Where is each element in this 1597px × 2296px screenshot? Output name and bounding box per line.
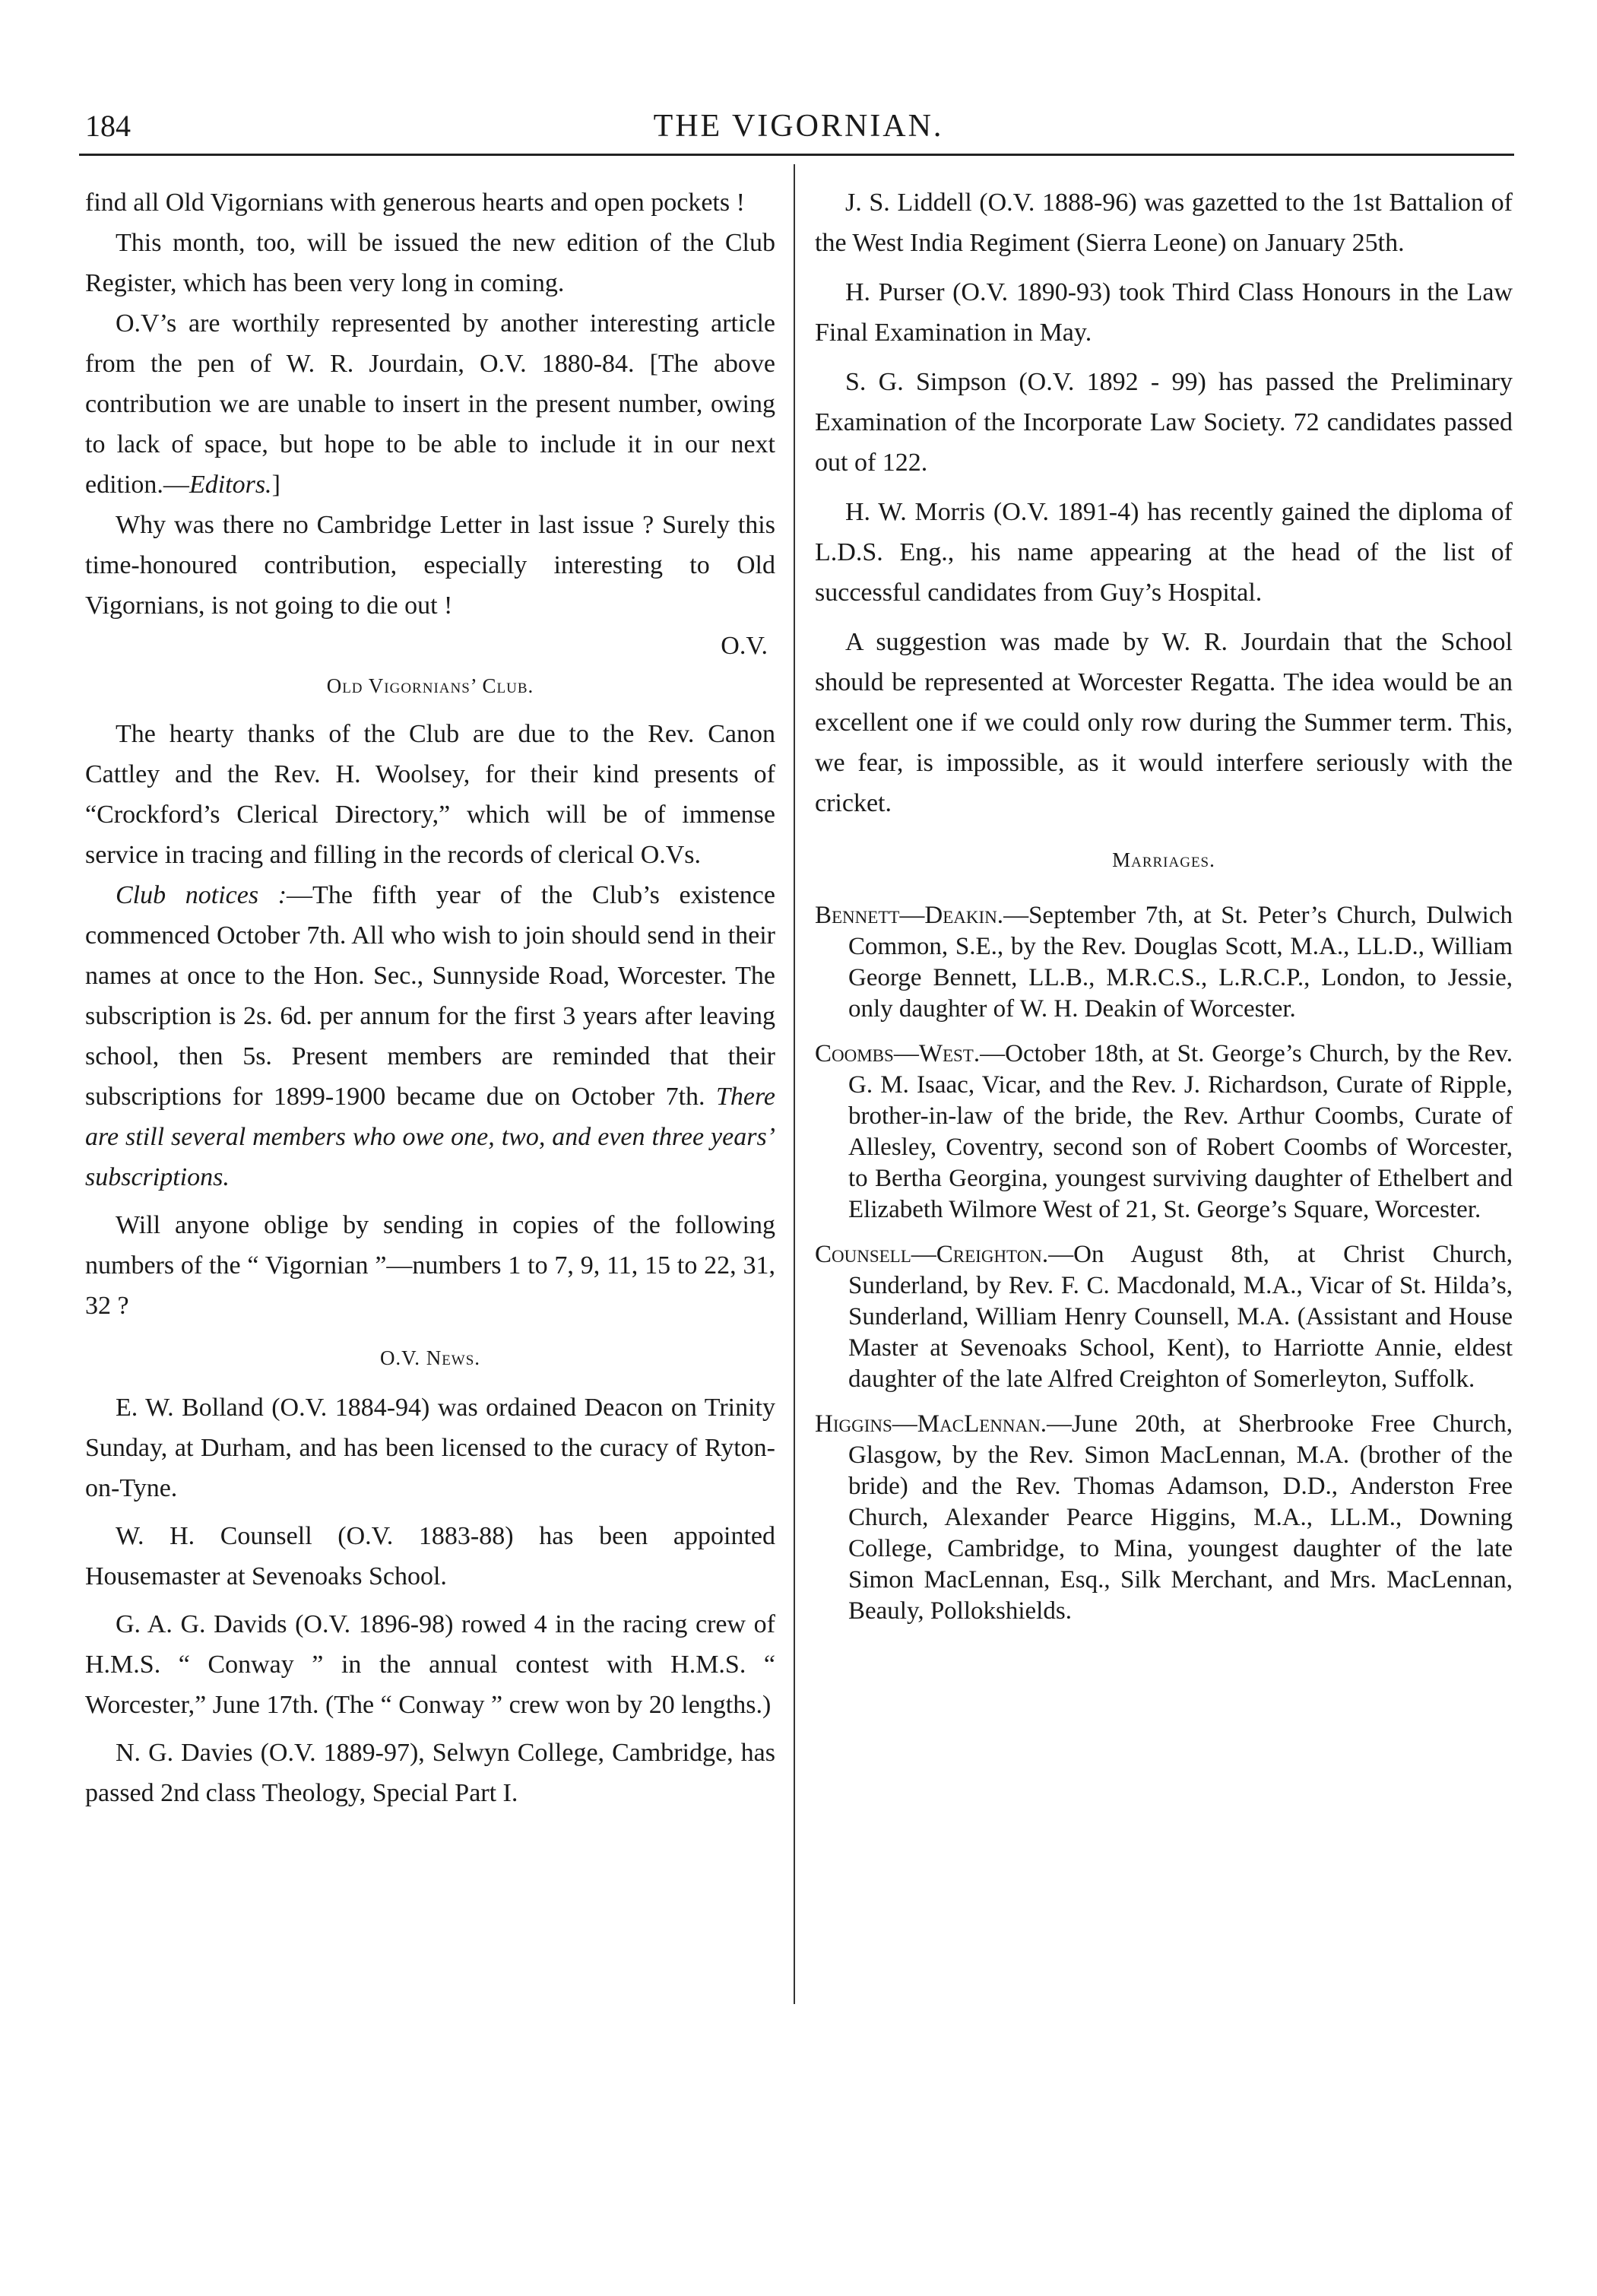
- column-divider: [794, 164, 795, 2004]
- news-item: S. G. Simpson (O.V. 1892 - 99) has passed the Preliminary Examination of the Incorporate Law Society. 72 candidates passed out of 122.: [815, 368, 1513, 477]
- news-item: A suggestion was made by W. R. Jourdain that the School should be represented at Worcester Regatta. The idea would be an excellent one if we could only row during the Summer term. This, we fear, is impossible, as it would interfere seriously with the cricket.: [815, 628, 1513, 817]
- marriage-names: Coombs—West.: [815, 1040, 981, 1067]
- section-heading-marriages: Marriages.: [1112, 848, 1215, 871]
- news-item: E. W. Bolland (O.V. 1884-94) was ordained Deacon on Trinity Sunday, at Durham, and has been licensed to the curacy of Ryton-on-Tyne.: [85, 1394, 775, 1502]
- marriage-entry: [815, 1409, 1513, 1627]
- bracket-close: ]: [271, 471, 280, 499]
- page-number: 184: [85, 109, 131, 143]
- marriage-entry: [815, 1039, 1513, 1226]
- club-notices-text: —The fifth year of the Club’s existence commenced October 7th. All who wish to join should send in their names at once to the Hon. Sec., Sunnyside Road, Worcester. The subscription is 2s. 6d. per annum for the first 3 years after leaving school, then 5s. Present members are reminded that their subscriptions for 1899-1900 became due on October 7th.: [85, 881, 775, 1111]
- header-rule: [79, 154, 1514, 156]
- marriage-entry: [815, 1239, 1513, 1395]
- paragraph-text: O.V’s are worthily represented by another interesting article from the pen of W. R. Jourdain, O.V. 1880-84. [The above contribution we are unable to insert in the present number, owing to lack of space, but hope to be able to include it in our next edition.—: [85, 309, 775, 499]
- news-item: N. G. Davies (O.V. 1889-97), Selwyn College, Cambridge, has passed 2nd class Theology, Special Part I.: [85, 1739, 775, 1807]
- marriage-text: —On August 8th, at Christ Church, Sunderland, by Rev. F. C. Macdonald, M.A., Vicar of St. Hilda’s, Sunderland, William Henry Counsell, M.A. (Assistant and House Master at Sevenoaks School, Kent), to Harriotte Annie, eldest daughter of the late Alfred Creighton of Somerleyton, Suffolk.: [848, 1241, 1513, 1393]
- marriage-text: —June 20th, at Sherbrooke Free Church, Glasgow, by the Rev. Simon MacLennan, M.A. (brother of the bride) and the Rev. Thomas Adamson, D.D., Anderston Free Church, Alexander Pearce Higgins, M.A., LL.M., Downing College, Cambridge, to Mina, youngest daughter of the late Simon MacLennan, Esq., Silk Merchant, and Mrs. MacLennan, Beauly, Pollokshields.: [848, 1410, 1513, 1625]
- signature: O.V.: [721, 632, 768, 660]
- paragraph: Will anyone oblige by sending in copies of the following numbers of the “ Vigornian ”—numbers 1 to 7, 9, 11, 15 to 22, 31, 32 ?: [85, 1211, 775, 1320]
- news-item: H. W. Morris (O.V. 1891-4) has recently gained the diploma of L.D.S. Eng., his name appearing at the head of the list of successful candidates from Guy’s Hospital.: [815, 498, 1513, 607]
- marriage-text: —October 18th, at St. George’s Church, by the Rev. G. M. Isaac, Vicar, and the Rev. J. Richardson, Curate of Ripple, brother-in-law of the bride, the Rev. Arthur Coombs, Curate of Allesley, Coventry, second son of Robert Coombs of Worcester, to Bertha Georgina, youngest surviving daughter of Ethelbert and Elizabeth Wilmore West of 21, St. George’s Square, Worcester.: [848, 1040, 1513, 1223]
- club-notices: [85, 875, 775, 1197]
- section-heading-club: Old Vigornians’ Club.: [326, 674, 534, 697]
- club-notices-label: Club notices :: [116, 881, 287, 909]
- paragraph: [85, 303, 775, 505]
- paragraph: The hearty thanks of the Club are due to the Rev. Canon Cattley and the Rev. H. Woolsey, for their kind presents of “Crockford’s Clerical Directory,” which will be of immense service in tracing and filling in the records of clerical O.Vs.: [85, 720, 775, 869]
- left-column: [85, 182, 775, 1813]
- marriage-names: Counsell—Creighton.: [815, 1241, 1049, 1268]
- marriage-entry: [815, 900, 1513, 1025]
- news-item: J. S. Liddell (O.V. 1888-96) was gazetted to the 1st Battalion of the West India Regiment (Sierra Leone) on January 25th.: [815, 189, 1513, 257]
- paragraph: This month, too, will be issued the new edition of the Club Register, which has been very long in coming.: [85, 229, 775, 297]
- club-notices-italic: There are still several members who owe one, two, and even three years’ subscriptions.: [85, 1083, 775, 1191]
- section-heading-news: O.V. News.: [379, 1346, 481, 1369]
- news-item: H. Purser (O.V. 1890-93) took Third Class Honours in the Law Final Examination in May.: [815, 278, 1513, 347]
- paragraph: find all Old Vigornians with generous hearts and open pockets !: [85, 189, 745, 217]
- marriage-names: Bennett—Deakin.: [815, 902, 1004, 929]
- running-title: THE VIGORNIAN.: [653, 109, 944, 144]
- news-item: W. H. Counsell (O.V. 1883-88) has been appointed Housemaster at Sevenoaks School.: [85, 1522, 775, 1590]
- right-column: [815, 182, 1513, 1641]
- marriage-names: Higgins—MacLennan.: [815, 1410, 1047, 1438]
- editors-note: Editors.: [189, 471, 272, 499]
- paragraph: Why was there no Cambridge Letter in last issue ? Surely this time-honoured contribution, especially interesting to Old Vigornians, is not going to die out !: [85, 511, 775, 620]
- marriage-text: —September 7th, at St. Peter’s Church, Dulwich Common, S.E., by the Rev. Douglas Scott, M.A., LL.D., William George Bennett, LL.B., M.R.C.S., L.R.C.P., London, to Jessie, only daughter of W. H. Deakin of Worcester.: [848, 902, 1513, 1023]
- news-item: G. A. G. Davids (O.V. 1896-98) rowed 4 in the racing crew of H.M.S. “ Conway ” in the annual contest with H.M.S. “ Worcester,” June 17th. (The “ Conway ” crew won by 20 lengths.): [85, 1610, 775, 1719]
